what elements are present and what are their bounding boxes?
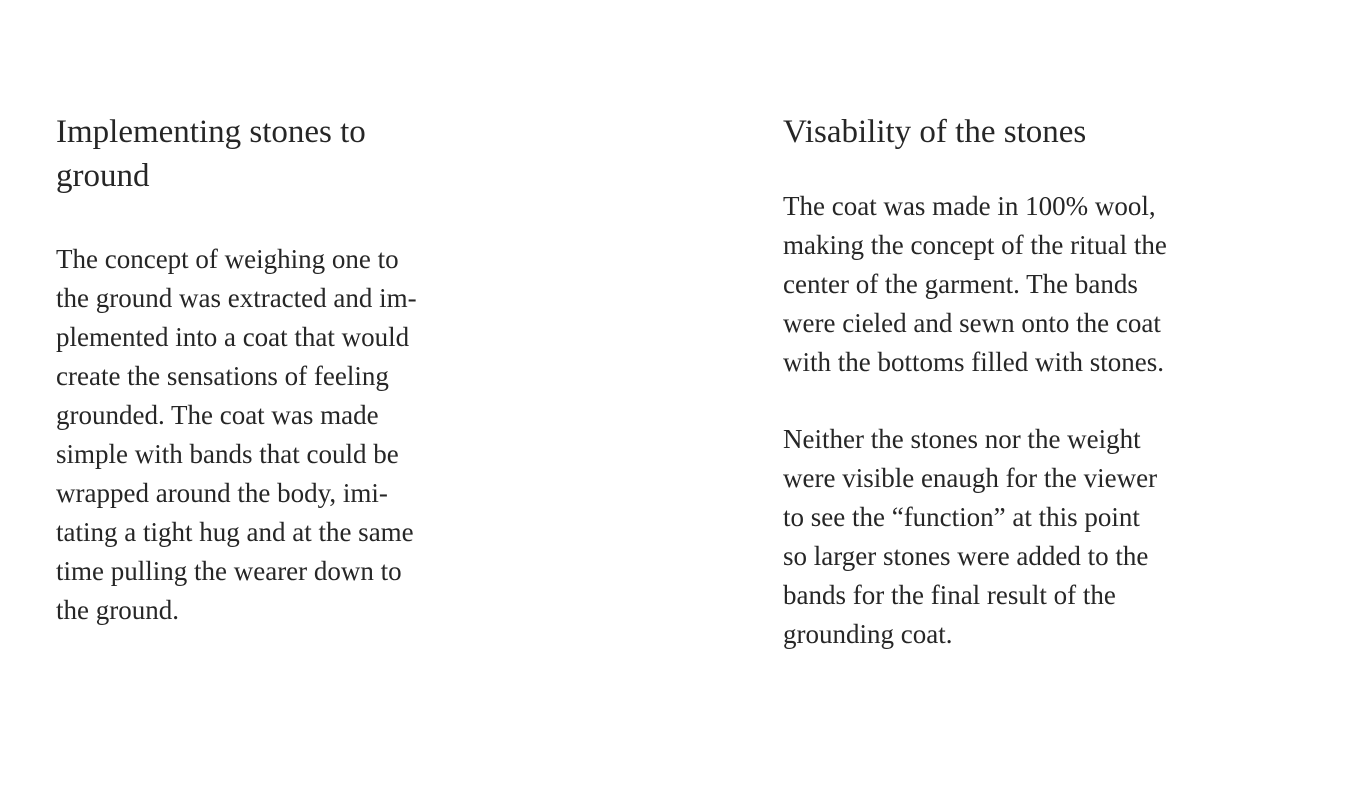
- right-paragraph-1-line: were cieled and sewn onto the coat: [783, 308, 1161, 338]
- left-paragraph-line: the ground.: [56, 595, 179, 625]
- right-paragraph-2-line: Neither the stones nor the weight: [783, 424, 1141, 454]
- right-paragraph-1-line: center of the garment. The bands: [783, 269, 1138, 299]
- right-paragraph-2-line: grounding coat.: [783, 619, 953, 649]
- left-paragraph-line: plemented into a coat that would: [56, 322, 410, 352]
- left-paragraph-line: time pulling the wearer down to: [56, 556, 402, 586]
- left-paragraph-line: The concept of weighing one to: [56, 244, 399, 274]
- right-paragraph-1: [783, 187, 1263, 382]
- right-heading: Visability of the stones: [783, 114, 1087, 150]
- right-paragraph-2-line: so larger stones were added to the: [783, 541, 1149, 571]
- left-heading-line: Implementing stones to: [56, 114, 366, 150]
- left-column: [56, 110, 496, 630]
- left-heading-line: ground: [56, 158, 150, 194]
- left-paragraph: [56, 240, 496, 630]
- left-paragraph-line: tating a tight hug and at the same: [56, 517, 414, 547]
- right-paragraph-2-line: were visible enaugh for the viewer: [783, 463, 1158, 493]
- right-paragraph-2: [783, 420, 1263, 654]
- right-column: [783, 110, 1263, 654]
- left-paragraph-line: the ground was extracted and im-: [56, 283, 417, 313]
- right-paragraph-1-line: making the concept of the ritual the: [783, 230, 1167, 260]
- right-paragraph-1-line: with the bottoms filled with stones.: [783, 347, 1164, 377]
- left-paragraph-line: simple with bands that could be: [56, 439, 399, 469]
- left-heading: [56, 110, 496, 198]
- right-paragraph-2-line: bands for the final result of the: [783, 580, 1116, 610]
- left-paragraph-line: wrapped around the body, imi-: [56, 478, 388, 508]
- right-paragraph-1-line: The coat was made in 100% wool,: [783, 191, 1156, 221]
- left-paragraph-line: create the sensations of feeling: [56, 361, 389, 391]
- left-paragraph-line: grounded. The coat was made: [56, 400, 379, 430]
- right-paragraph-2-line: to see the “function” at this point: [783, 502, 1140, 532]
